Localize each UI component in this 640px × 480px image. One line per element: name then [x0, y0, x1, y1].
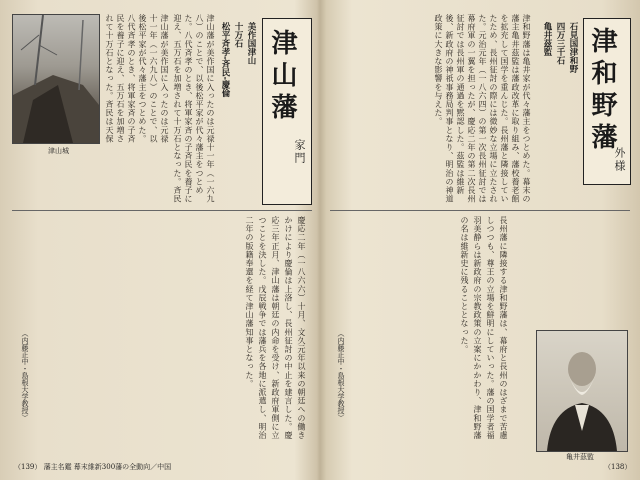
han-type-label: 家門 [293, 139, 306, 165]
han-info-2: 四万三千石 [555, 22, 565, 65]
right-title-box [583, 18, 631, 185]
tsuyama-castle-photo [12, 14, 100, 144]
left-credit: （内藤正中・島根大学教授） [21, 330, 29, 421]
page-title: 津和野藩 [587, 27, 617, 155]
right-body-lower: 長州藩に隣接する津和野藩は、幕府と長州のはざまで苦慮しつつも、尊王の立場を鮮明にしていった。藩の国学者福羽美静らは新政府の宗教政策の立案にかかわり、津和野藩の名は維新史に残ることとなった。 [460, 216, 508, 440]
right-body-upper: 津和野藩は亀井家が代々藩主をつとめた。幕末の藩主亀井茲監は藩政改革に取り組み、藩校養老館を拡充して国学を重んじた。長州藩と隣接していたため、長州征討の際には微妙な立場に立たされた。元治元年（一八六四）の第一次長州征討では幕府軍の一翼を担ったが、慶応二年の第二次長州征討では長州軍の通過を黙認した。茲監は維新後、新政府の神祇事務局判事となり、明治の神道政策に大きな影響を与えた。 [434, 14, 531, 204]
left-body-upper-left [172, 14, 216, 204]
left-footer: （139） 藩主名鑑 幕末維新300藩の全動向／中国 [14, 463, 172, 471]
han-info-3: 松平斉孝-斉民-慶倫 [220, 22, 230, 98]
han-info-3: 亀井茲監 [542, 22, 552, 56]
portrait-caption: 亀井茲監 [566, 453, 594, 461]
body-continuation: 津山藩が美作国に入ったのは元禄十一年（一六九八）のことで、以後松平家が代々藩主をつとめた。八代斉孝のとき、将軍家斉の子斉民を養子に迎え、五万石を加増されて十万石となった。斉民 [173, 14, 215, 204]
han-info-1: 石見国津和野 [568, 22, 578, 73]
right-footer: （138） [604, 463, 632, 471]
photo-caption: 津山城 [48, 147, 69, 155]
left-divider [12, 210, 312, 211]
han-type-label: 外様 [613, 147, 626, 173]
kamei-portrait-photo [536, 330, 628, 452]
left-body-lower: 慶応二年（一八六六）十月、文久元年以来の朝廷への働きかけにより慶倫は上洛し、長州征討の中止を建言した。慶応三年正月、津山藩は朝廷の内命を受け、新政府軍側に立つことを決した。戊辰戦争では藩兵を各地に派遣し、明治二年の版籍奉還を経て津山藩知事となった。 [245, 216, 306, 440]
castle-wall-illustration [13, 15, 99, 143]
right-divider [330, 210, 630, 211]
portrait-illustration [537, 331, 627, 451]
right-credit: （内藤正中・島根大学教授） [337, 330, 345, 421]
left-body-upper-right: 津山藩が美作国に入ったのは元禄十一年（一六九八）のことで、以後松平家が代々藩主をつとめた。八代斉孝のとき、将軍家斉の子斉民を養子に迎え、五万石を加増されて十万石となった。斉民は天保 [105, 14, 169, 143]
han-info-2: 十万石 [233, 22, 243, 48]
han-info-1: 美作国津山 [246, 22, 256, 65]
left-title-box [262, 18, 312, 205]
page-title: 津山藩 [267, 29, 297, 125]
